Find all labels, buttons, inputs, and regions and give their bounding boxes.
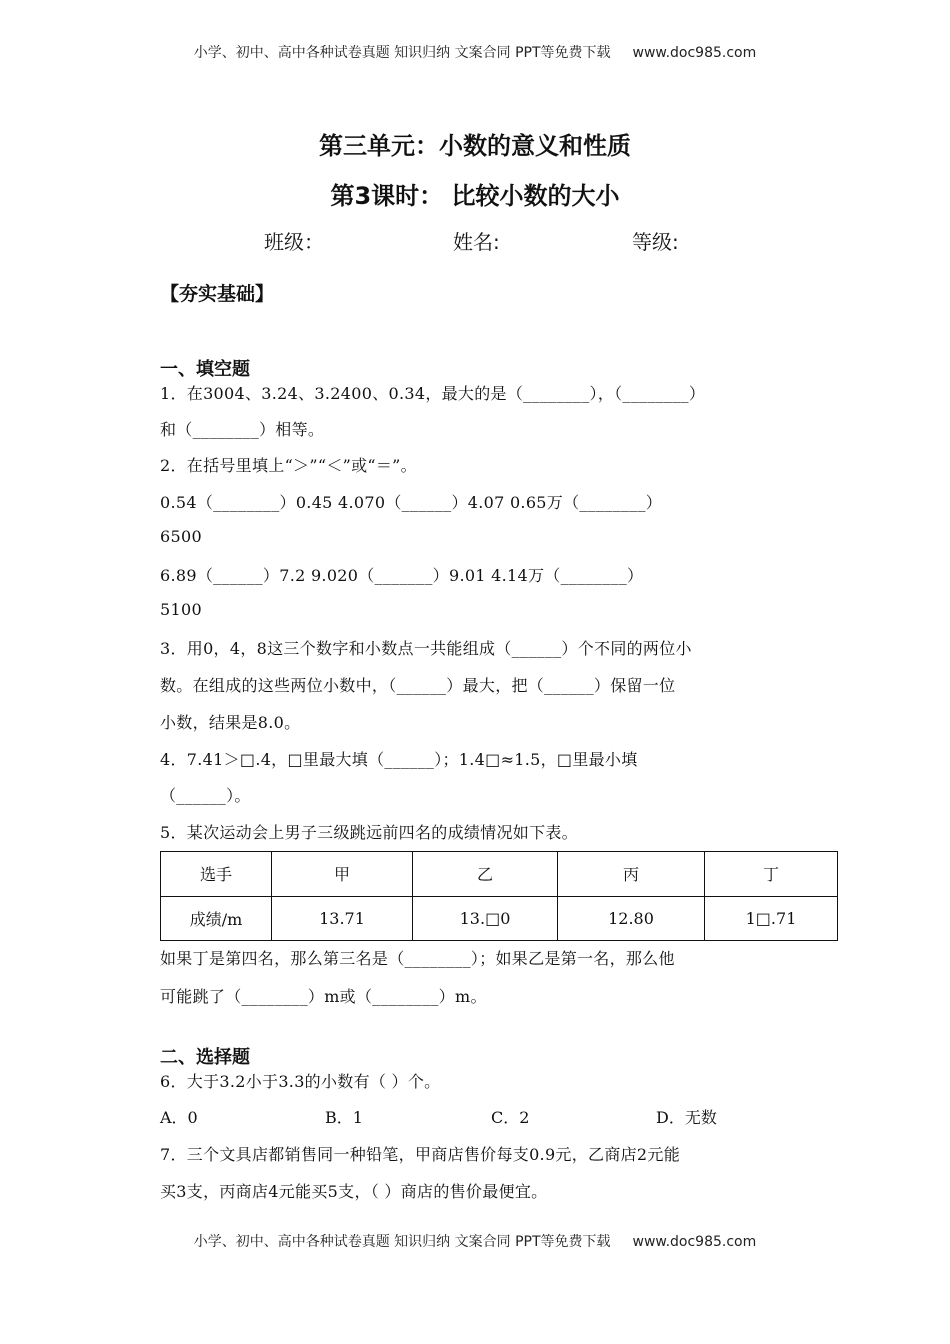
page-footer: [0, 1231, 950, 1251]
bracket-heading: 【夯实基础】: [160, 283, 275, 305]
table-cell: 甲: [272, 852, 413, 897]
table-cell: 12.80: [558, 896, 705, 941]
table-cell: 乙: [413, 852, 558, 897]
q5-line: 5．某次运动会上男子三级跳远前四名的成绩情况如下表。: [160, 823, 578, 842]
unit-title: 第三单元：小数的意义和性质: [319, 132, 631, 160]
table-cell: 13.71: [272, 896, 413, 941]
q5-line3: 可能跳了（________）m或（________）m。: [160, 987, 487, 1006]
q3-line3: 小数，结果是8.0。: [160, 713, 301, 732]
q6-line: 6．大于3.2小于3.3的小数有（ ）个。: [160, 1072, 441, 1091]
q3-line1: 3．用0，4，8这三个数字和小数点一共能组成（______）个不同的两位小: [160, 639, 692, 658]
q4-line2: （______）。: [160, 786, 251, 805]
table-cell: 丁: [705, 852, 838, 897]
table-cell: 13.□0: [413, 896, 558, 941]
table-cell: 选手: [161, 852, 272, 897]
q5-line2: 如果丁是第四名，那么第三名是（________）；如果乙是第一名，那么他: [160, 949, 675, 968]
grade-label: 等级:: [632, 230, 679, 254]
q1-line2: 和（________）相等。: [160, 420, 325, 439]
q6-option-a: A．0: [160, 1108, 198, 1127]
section-choice: 二、选择题: [160, 1047, 250, 1068]
q6-option-b: B．1: [325, 1108, 363, 1127]
q2-line5: 5100: [160, 600, 202, 619]
footer-text: 小学、初中、高中各种试卷真题 知识归纳 文案合同 PPT等免费下载: [193, 1234, 611, 1250]
lesson-title: 第3课时： 比较小数的大小: [330, 182, 620, 210]
footer-url[interactable]: www.doc985.com: [632, 1234, 757, 1250]
table-cell: 丙: [558, 852, 705, 897]
q2-line3: 6500: [160, 527, 202, 546]
name-label: 姓名:: [453, 230, 500, 254]
table-row: [161, 852, 838, 897]
scores-table: [160, 851, 838, 941]
q6-option-d: D．无数: [656, 1108, 717, 1127]
q4-line1: 4．7.41＞□.4，□里最大填（______）；1.4□≈1.5，□里最小填: [160, 750, 638, 769]
q2-line: 2．在括号里填上“＞”“＜”或“＝”。: [160, 456, 417, 475]
q6-option-c: C．2: [491, 1108, 530, 1127]
table-cell: 成绩/m: [161, 896, 272, 941]
q2-line2: 0.54（________）0.45 4.070（______）4.07 0.65万（________）: [160, 493, 663, 512]
q2-line4: 6.89（______）7.2 9.020（_______）9.01 4.14万（________）: [160, 566, 644, 585]
table-row: [161, 896, 838, 941]
q7-line2: 买3支，丙商店4元能买5支，（ ）商店的售价最便宜。: [160, 1182, 548, 1201]
table-cell: 1□.71: [705, 896, 838, 941]
header-url[interactable]: www.doc985.com: [632, 45, 757, 61]
section-fill-in: 一、填空题: [160, 359, 250, 380]
q3-line2: 数。在组成的这些两位小数中，（______）最大，把（______）保留一位: [160, 676, 676, 695]
class-label: 班级：: [264, 230, 324, 254]
q7-line1: 7．三个文具店都销售同一种铅笔，甲商店售价每支0.9元，乙商店2元能: [160, 1145, 681, 1164]
q1-line1: 1．在3004、3.24、3.2400、0.34，最大的是（________），（________）: [160, 384, 706, 403]
page-header: [0, 42, 950, 62]
header-text: 小学、初中、高中各种试卷真题 知识归纳 文案合同 PPT等免费下载: [193, 45, 611, 61]
